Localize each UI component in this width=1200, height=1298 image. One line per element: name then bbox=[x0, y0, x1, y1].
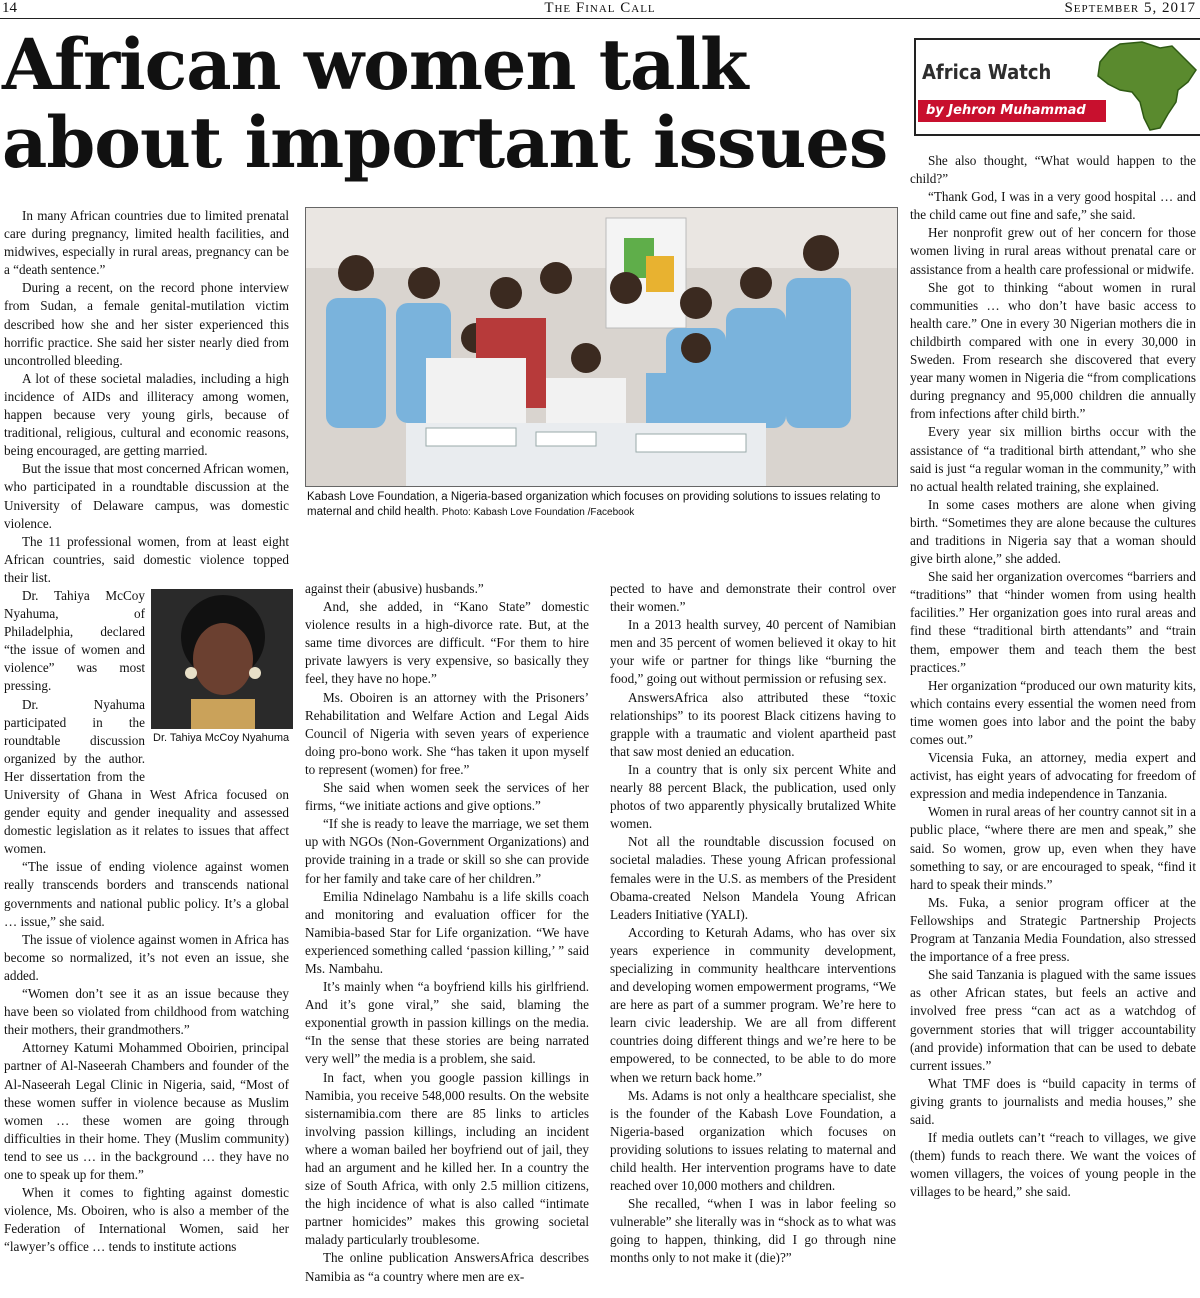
paragraph: Not all the roundtable discussion focused on societal maladies. These young African professional females were in the U.S. as members of the President Obama-created Nelson Mandela Young African Leaders Initiative (YALI). bbox=[610, 834, 896, 922]
paragraph: Women in rural areas of her country cannot sit in a public place, “where there are men and speak,” she said. So women, grow up, even when they have something to say, or are encouraged to speak, “find it hard to speak their minds.” bbox=[910, 804, 1196, 892]
photo-caption-text: Kabash Love Foundation, a Nigeria-based organization which focuses on providing solutions to issues relating to maternal and child health. bbox=[307, 491, 881, 518]
paragraph: In fact, when you google passion killings in Namibia, you receive 548,000 results. On the website sisternamibia.com there are 85 links to articles involving passion killings, including an incident where a woman bailed her boyfriend out of jail, they had an argument and he killed her. In a country the size of South Africa, with only 2.5 million citizens, the high incidence of what is also called “intimate partner homicides” makes this growing societal malady particularly troublesome. bbox=[305, 1069, 589, 1248]
paragraph: What TMF does is “build capacity in terms of giving grants to journalists and media houses,” she said. bbox=[910, 1075, 1196, 1127]
article-headline: African women talk about important issues bbox=[2, 23, 888, 184]
paragraph: In a 2013 health survey, 40 percent of Namibian men and 35 percent of women believed it okay to hit your wife or partner for things like “burning the food,” going out without permission or refusing sex. bbox=[610, 617, 896, 687]
paragraph: The issue of violence against women in Africa has become so normalized, it’s not even an issue, she added. bbox=[4, 931, 289, 983]
article-column-3 bbox=[610, 580, 896, 1295]
paragraph: “Thank God, I was in a very good hospital … and the child came out fine and safe,” she said. bbox=[910, 189, 1196, 223]
column-byline: by Jehron Muhammad bbox=[918, 100, 1106, 122]
article-column-1 bbox=[4, 207, 289, 1295]
paragraph: And, she added, in “Kano State” domestic violence results in a high-divorce rate. But, at the same time divorces are difficult. “For them to hire private lawyers is very expensive, so basically they feel, they have no hope.” bbox=[305, 599, 589, 687]
paragraph: Dr. Nyahuma participated in the roundtable discussion organized by the author. Her dissertation from the University of Ghana in West Africa focused on gender equity and gender inequality and assessed domestic legislation as it relates to issues that affect women. bbox=[4, 696, 289, 857]
issue-date: September 5, 2017 bbox=[1064, 0, 1196, 16]
paragraph: AnswersAfrica also attributed these “toxic relationships” to its poorest Black citizens having to grapple with a traumatic and violent apartheid past that saw most denied an education. bbox=[610, 689, 896, 759]
portrait-image bbox=[151, 589, 293, 729]
paragraph: Emilia Ndinelago Nambahu is a life skills coach and monitoring and evaluation officer for the Namibia-based Star for Life organization. “We have experienced something called ‘passion killing,’ ” said Ms. Nambahu. bbox=[305, 888, 589, 976]
paragraph: Her organization “produced our own maturity kits, which contains every essential the women need from time women goes into labor and the point the baby comes out.” bbox=[910, 677, 1196, 747]
paragraph: She recalled, “when I was in labor feeling so vulnerable” she literally was in “shock as to what was going to happen, thinking, did I go through nine months only to not make it (die)?” bbox=[610, 1196, 896, 1266]
group-photo bbox=[305, 207, 898, 487]
article-column-4 bbox=[910, 152, 1196, 1295]
paragraph: Her nonprofit grew out of her concern for those women living in rural areas without prenatal care or assistance from a health care professional or midwife. bbox=[910, 225, 1196, 277]
paragraph: She said her organization overcomes “barriers and “traditions” that “hinder women from using health facilities.” Her organization goes into rural areas and find these “traditional birth attendants” and “train them, empower them and teach them the best practices.” bbox=[910, 569, 1196, 675]
paragraph: Every year six million births occur with the assistance of “a traditional birth attendant,” who she said is just “a regular woman in the community,” with no actual health related training, she explained. bbox=[910, 424, 1196, 494]
inset-portrait bbox=[151, 589, 293, 769]
paragraph: It’s mainly when “a boyfriend kills his girlfriend. And it’s gone viral,” she said, blaming the exponential growth in passion killings on the media. “In the sense that these stories are being narrated very well” the media is a problem, she said. bbox=[305, 979, 589, 1067]
paragraph: against their (abusive) husbands.” bbox=[305, 581, 484, 596]
paragraph: Dr. Tahiya McCoy Nyahuma, of Philadelphia, declared “the issue of women and violence” was most pressing. bbox=[4, 587, 145, 694]
paragraph: “Women don’t see it as an issue because they have been so violated from childhood from watching their mothers, their grandmothers.” bbox=[4, 986, 289, 1038]
paragraph: The online publication AnswersAfrica describes Namibia as “a country where men are ex- bbox=[305, 1250, 589, 1284]
paragraph: Ms. Oboiren is an attorney with the Prisoners’ Rehabilitation and Welfare Action and Legal Aids Council of Nigeria with seven years of experience doing pro-bono work. She “has taken it upon myself to represent (women) for free.” bbox=[305, 689, 589, 777]
paragraph: She said Tanzania is plagued with the same issues as other African states, but feels an active and involved free press “can act as a watchdog of government stories that will trigger accountability (and provide) information that can be used to debate current issues.” bbox=[910, 967, 1196, 1073]
paragraph: She got to thinking “about women in rural communities … who don’t have basic access to health care.” One in every 30 Nigerian mothers die in childbirth compared with one in every 30,000 in Sweden. From research she discovered that every year many women in Nigeria die “from complications during pregnancy and 95,000 children die annually from infections after child birth.” bbox=[910, 279, 1196, 422]
paragraph: Vicensia Fuka, an attorney, media expert and activist, has eight years of advocating for freedom of expression and media independence in Tanzania. bbox=[910, 750, 1196, 802]
portrait-caption: Dr. Tahiya McCoy Nyahuma bbox=[153, 731, 290, 744]
group-photo-image bbox=[306, 208, 897, 486]
paragraph: She also thought, “What would happen to the child?” bbox=[910, 153, 1196, 187]
paragraph: During a recent, on the record phone interview from Sudan, a female genital-mutilation victim described how she and her sister experienced this horrific practice. She said her sister nearly died from uncontrolled bleeding. bbox=[4, 280, 289, 368]
paragraph: “If she is ready to leave the marriage, we set them up with NGOs (Non-Government Organizations) and provide training in a trade or skill so she can provide for her family and take care of her children.” bbox=[305, 816, 589, 886]
paragraph: When it comes to fighting against domestic violence, Ms. Oboiren, who is also a member of the Federation of International Women, said her “lawyer’s office … tends to institute actions bbox=[4, 1185, 289, 1255]
africa-watch-box bbox=[914, 38, 1200, 136]
paragraph: Ms. Fuka, a senior program officer at the Fellowships and Strategic Partnership Projects Program at Tanzania Media Foundation, also stressed the importance of a free press. bbox=[910, 894, 1196, 965]
photo-caption bbox=[307, 490, 896, 520]
paragraph: Attorney Katumi Mohammed Oboirien, principal partner of Al-Naseerah Chambers and founder of the Al-Naseerah Legal Clinic in Nigeria, said, “Most of these women suffer in violence because as Muslim women … these women are going through difficulties in their home. They (Muslim community) tend to see us … in the background … they have no one to speak up for them.” bbox=[4, 1040, 289, 1182]
paragraph: She said when women seek the services of her firms, “we initiate actions and give options.” bbox=[305, 780, 589, 814]
paragraph: In a country that is only six percent White and nearly 88 percent Black, the publication, used only photos of two apparently physically brutalized White women. bbox=[610, 761, 896, 832]
paragraph: A lot of these societal maladies, including a high incidence of AIDs and illiteracy among women, happen because very young girls, because of traditional, religious, cultural and economic reasons, being encouraged, are getting married. bbox=[4, 370, 289, 459]
paragraph: In some cases mothers are alone when giving birth. “Sometimes they are alone because the cultures and traditions in Nigeria say that a woman should give birth alone,” she added. bbox=[910, 496, 1196, 567]
page-header bbox=[0, 0, 1200, 19]
paragraph: “The issue of ending violence against women really transcends borders and transcends national governments and national public policy. It’s a global … issue,” she said. bbox=[4, 859, 289, 929]
paragraph: Ms. Adams is not only a healthcare specialist, she is the founder of the Kabash Love Foundation, a Nigeria-based organization which focuses on providing solutions to issues relating to maternal and child health. Her intervention programs have to date reached over 10,000 mothers and children. bbox=[610, 1087, 896, 1194]
paragraph: pected to have and demonstrate their control over their women.” bbox=[610, 581, 896, 615]
publication-name: The Final Call bbox=[544, 0, 656, 16]
paragraph: But the issue that most concerned African women, who participated in a roundtable discussion at the University of Delaware campus, was domestic violence. bbox=[4, 461, 289, 531]
page-number: 14 bbox=[2, 0, 17, 16]
column-title: Africa Watch bbox=[922, 60, 1052, 84]
paragraph: If media outlets can’t “reach to villages, we give (them) funds to reach there. We want the voices of women villagers, the voices of young people in the villages to be heard,” she said. bbox=[910, 1130, 1196, 1200]
paragraph: According to Keturah Adams, who has over six years experience in community development, specializing in community healthcare interventions and developing women empowerment programs, “We are here as part of a summer program. We’re here to learn civic leadership. We are all from different countries doing different things and we’re here to be empowered, to be connected, to be able to do more when we return back home.” bbox=[610, 924, 896, 1085]
article-column-2 bbox=[305, 580, 589, 1295]
photo-credit: Photo: Kabash Love Foundation /Facebook bbox=[441, 507, 635, 518]
paragraph: In many African countries due to limited prenatal care during pregnancy, limited health facilities, and midwives, especially in rural areas, pregnancy can be a “death sentence.” bbox=[4, 208, 289, 278]
paragraph: The 11 professional women, from at least eight African countries, said domestic violence topped their list. bbox=[4, 533, 289, 585]
